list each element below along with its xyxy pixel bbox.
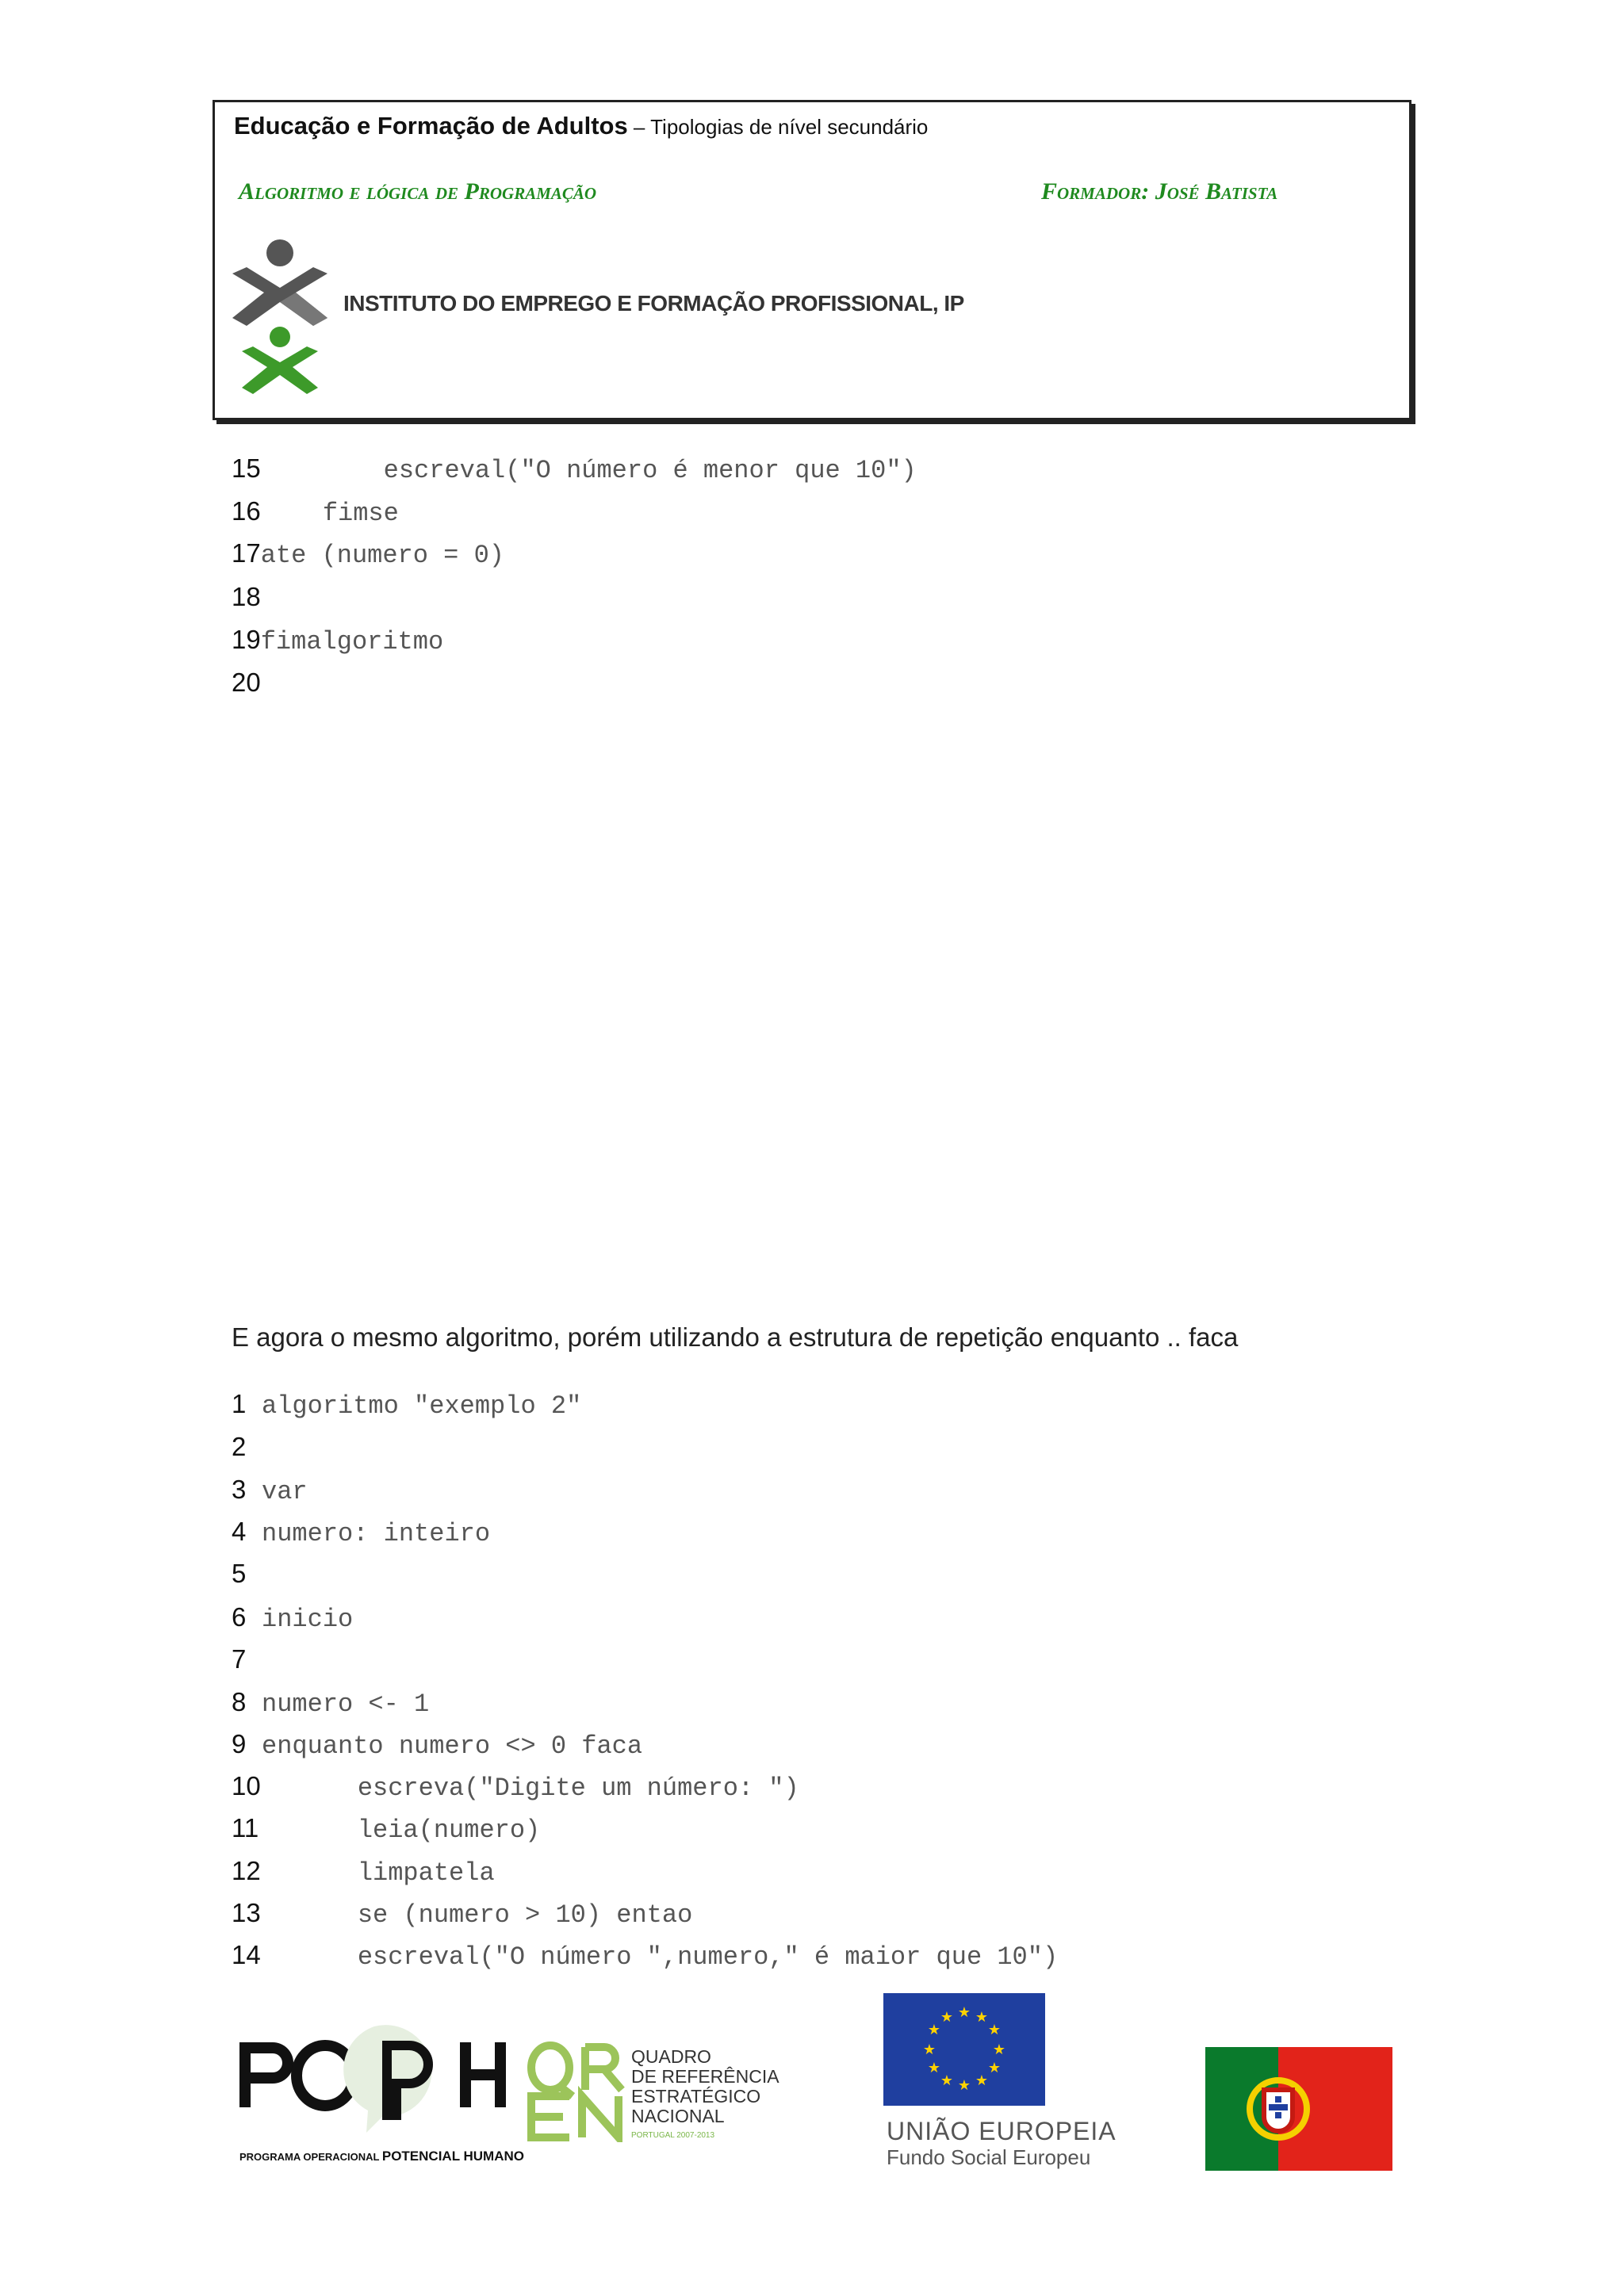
code-line: [232, 668, 262, 704]
eu-subtitle: Fundo Social Europeu: [887, 2145, 1091, 2169]
line-number: 1: [232, 1389, 247, 1418]
code-line: [232, 1940, 1058, 1976]
code-text: enquanto numero <> 0 faca: [262, 1732, 643, 1761]
svg-text:★: ★: [940, 2072, 954, 2089]
eu-flag-icon: [883, 1993, 1045, 2106]
qren-logo-icon: [527, 2041, 628, 2142]
code-text: inicio: [262, 1605, 354, 1634]
code-line: [232, 1687, 429, 1724]
svg-text:★: ★: [992, 2042, 1006, 2058]
code-line: [232, 1517, 490, 1553]
line-number: 13: [232, 1898, 261, 1927]
code-text: escreval("O número é menor que 10"): [262, 456, 917, 485]
code-line: [232, 538, 504, 575]
svg-text:★: ★: [975, 2072, 989, 2089]
code-line: [232, 1475, 308, 1511]
svg-text:★: ★: [940, 2009, 954, 2026]
code-line: [232, 1729, 642, 1766]
code-line: [232, 1813, 540, 1850]
code-line: [232, 1432, 262, 1468]
portugal-flag-icon: [1205, 2047, 1392, 2171]
code-text: var: [262, 1477, 308, 1506]
code-line: [232, 1644, 262, 1681]
line-number: 12: [232, 1856, 261, 1885]
qren-text: QUADRO DE REFERÊNCIA ESTRATÉGICO NACIONAL: [631, 2046, 779, 2126]
line-number: 2: [232, 1432, 247, 1461]
code-text: escreva("Digite um número: "): [297, 1774, 799, 1803]
code-line: [232, 625, 443, 661]
header-title-main: Educação e Formação de Adultos: [234, 112, 628, 140]
svg-text:★: ★: [987, 2022, 1002, 2038]
line-number: 9: [232, 1729, 247, 1758]
line-number: 20: [232, 668, 261, 697]
code-text: se (numero > 10) entao: [297, 1900, 693, 1930]
code-line: [232, 1771, 799, 1808]
course-name: Algoritmo e lógica de Programação: [239, 178, 597, 205]
line-number: 8: [232, 1687, 247, 1716]
line-number: 17: [232, 538, 261, 568]
svg-text:★: ★: [927, 2022, 941, 2038]
line-number: 7: [232, 1644, 247, 1674]
code-text: ate (numero = 0): [260, 541, 504, 570]
code-text: escreval("O número ",numero," é maior que 10"): [297, 1942, 1059, 1972]
poph-tagline-small: PROGRAMA OPERACIONAL: [239, 2151, 380, 2163]
svg-text:★: ★: [927, 2060, 941, 2076]
line-number: 14: [232, 1940, 261, 1969]
line-number: 6: [232, 1602, 247, 1632]
iefp-logo-icon: [231, 232, 334, 407]
eu-label: UNIÃO EUROPEIA: [887, 2117, 1116, 2145]
institute-name: INSTITUTO DO EMPREGO E FORMAÇÃO PROFISSIONAL, IP: [343, 291, 964, 316]
line-number: 3: [232, 1475, 247, 1504]
code-text: limpatela: [297, 1858, 495, 1888]
svg-text:★: ★: [957, 2004, 971, 2021]
line-number: 19: [232, 625, 261, 654]
line-number: 18: [232, 582, 261, 611]
paragraph-text: E agora o mesmo algoritmo, porém utilizando a estrutura de repetição enquanto .. faca: [232, 1322, 1239, 1352]
code-line: [232, 1856, 495, 1892]
code-line: [232, 1389, 581, 1425]
code-text: numero <- 1: [262, 1689, 430, 1719]
line-number: 16: [232, 496, 261, 526]
code-text: numero: inteiro: [262, 1519, 491, 1548]
code-line: [232, 1559, 262, 1595]
header-subtitle: – Tipologias de nível secundário: [627, 115, 929, 139]
code-text: fimalgoritmo: [260, 627, 444, 656]
svg-text:★: ★: [957, 2077, 971, 2094]
document-header: [213, 100, 1411, 420]
code-text: leia(numero): [297, 1816, 541, 1845]
line-number: 15: [232, 453, 261, 483]
poph-tagline: [239, 2149, 524, 2164]
code-line: [232, 1602, 353, 1639]
line-number: 5: [232, 1559, 247, 1588]
svg-text:★: ★: [975, 2009, 989, 2026]
line-number: 10: [232, 1771, 261, 1800]
poph-logo-icon: [236, 2019, 511, 2142]
header-title: [234, 112, 928, 140]
svg-text:★: ★: [987, 2060, 1002, 2076]
line-number: 11: [232, 1813, 259, 1843]
code-text: algoritmo "exemplo 2": [262, 1391, 582, 1421]
line-number: 4: [232, 1517, 247, 1546]
code-line: [232, 453, 917, 490]
qren-period: PORTUGAL 2007-2013: [631, 2131, 715, 2140]
poph-tagline-big: POTENCIAL HUMANO: [381, 2149, 524, 2164]
code-text: fimse: [262, 499, 399, 528]
code-line: [232, 496, 399, 533]
code-line: [232, 582, 262, 618]
code-line: [232, 1898, 692, 1934]
svg-text:★: ★: [922, 2042, 936, 2058]
trainer-name: Formador: José Batista: [1041, 178, 1278, 205]
